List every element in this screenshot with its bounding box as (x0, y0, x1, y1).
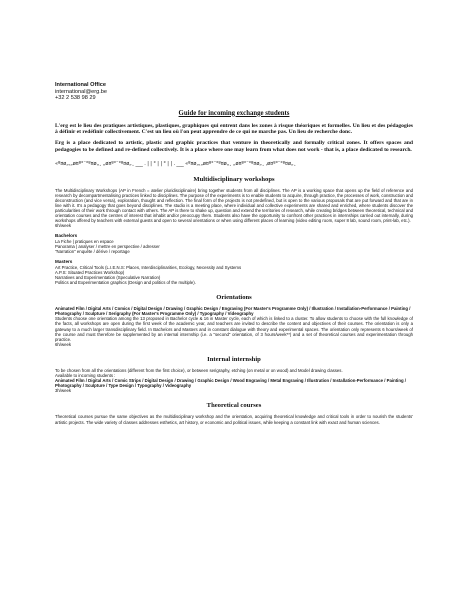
multidisciplinary-text: The Multidisciplinary Workshops (AP in French = atelier pluridisciplinaire) bring together students from all disciplines. The AP is a working space that opens up the field of reference and research by decompartmentalising practices linked to disciplines. The purpose of the experiments is to enable students to acquire, through practice, the processes of work, construction and deconstruction (and vice versa), exploration, thought and reflection. The final form of the projects is not predefined, but is open to the various proposals that are put forward and that are in line with it. It's a pedagogy that goes beyond disciplines. The studio is a meeting place, where individual and collective experiments are shared and enriched, where students discover the particularities of their work through contact with others. The AP is there to shake up, question and extend the territories of research, while creating bridges between theoretical, technical and orientation courses and the centres of interest that inhabit and/or preoccupy them. Students also have the opportunity to confront other practices in internships carried out internally, during workshops offered by teachers with external guests and open to several orientations or when using different places of learning (video editing room, super 8 lab, sound room, print-lab, etc.). (55, 187, 413, 224)
intro-french: L'erg est le lieu des pratiques artistiques, plastiques, graphiques qui entrent dans les zones à risque théoriques et formelles. Un lieu et des pédagogies à définir et redéfinir collectivement. C'est un lieu où l'on peut apprendre de ce qui ne marche pas. Un lieu de recherche donc. (55, 122, 413, 136)
list-item: Politics and Experimentation graphics (Design and politics of the multiple). (55, 280, 196, 286)
list-item: A.P.S: Situated Practices Workshop) (55, 269, 125, 275)
internship-text: To be chosen from all the orientations (different from the first choice), or between serigraphy, etching (on metal or on wood) and Model drawing classes. (55, 367, 343, 373)
bachelors-list (55, 239, 413, 254)
office-name: International Office (55, 82, 106, 88)
document-title: Guide for incoming exchange students (178, 109, 290, 117)
heading-multidisciplinary: Multidisciplinary workshops (193, 175, 275, 183)
list-item: Art Practice, Critical Tools (L.I.E.N.S: Places, Interdisciplinarities, Ecology, Necessity and Systems (55, 264, 242, 270)
intro-english: Erg is a place dedicated to artistic, plastic and graphic practices that venture in theoretically and formally critical zones. It offers spaces and pedagogies to be defined and re-defined collectively. It is a place where one may learn from what does not work - that is, a place dedicated to research. (55, 140, 413, 153)
list-item: "Narration" enquête / dérive / reportage (55, 249, 130, 255)
contact-email[interactable]: international@erg.be (55, 88, 108, 95)
orientations-hours: 6h/week (55, 341, 72, 347)
bachelors-label: Bachelors (55, 233, 78, 239)
heading-theoretical: Theoretical courses (206, 402, 262, 410)
internship-available: Available to incoming students : (55, 373, 116, 379)
contact-phone: +32 2 538 98 29 (55, 95, 96, 102)
internship-hours: 3h/week (55, 388, 72, 394)
decorative-glyph-line: «º¤ø„,„ø¤º°¨°º¤ø„¸ „ø¤º°¨°º¤ø„¸ ___ . | | ° | | ° | | . ___ «º¤ø„,„ø¤º°¨°º¤ø„¸ „ø¤º°¨°º¤ø„¸ ,ø¤º°¨°º¤ø„¸ (55, 160, 296, 167)
list-item: Narratives and Experimentation (Speculative Narration) (55, 275, 161, 280)
list-item: La Fiche | pratiques en espace (55, 238, 114, 244)
heading-orientations: Orientations (216, 294, 252, 302)
heading-internship: Internal internship (207, 355, 261, 363)
internship-list: Animated Film / Digital Arts / Comic Strips / Digital Design / Drawing / Graphic Design / Wood Engraving / Metal Engraving / Illustration / Installation-Performance / Painting / Photography / Sculpture / Type Design / Typography / Videography (55, 378, 406, 389)
orientations-text: Students choose one orientation among the 13 proposed in Bachelor cycle & 16 in Master cycle, each of which is linked to a cluster. To allow students to choose with the full knowledge of the facts, all workshops are open during the first week of the academic year, and teachers are invited to describe the content and objectives of their courses. The orientation is only a gateway to a much larger transdisciplinary field. In Bachelors and Masters and in constant dialogue with theory and experimental spaces. The orientation only represents 6 hours/week of the course and must therefore be supplemented by an internal internship (i.e. a "second" orientation, of 3 hours/week**) and a set of theoretical courses and experimentation through practice. (55, 316, 413, 342)
contact-block (55, 82, 413, 102)
masters-list (55, 265, 413, 285)
orientations-list: Animated Film / Digital Arts / Comics / Digital Design / Drawing / Graphic Design / Engraving (For Master's Programme Only) / Illustration / Installation-Performance / Painting / Photography / Sculpture / Serigraphy (For Master's Programme Only) / Typography / Videography (55, 306, 411, 317)
multidisciplinary-hours: 6h/week (55, 223, 72, 229)
masters-label: Masters (55, 259, 73, 265)
theoretical-text: Theoretical courses pursue the same objectives as the multidisciplinary workshop and the orientation, acquiring theoretical knowledge and critical tools in order to nourish the students' artistic projects. The wide variety of classes addresses esthetics, art history, or economic and political issues, while keeping a constant link with exact and human sciences. (55, 414, 413, 425)
list-item: Panorama | analyser / mettre en perspective / adresser (55, 244, 160, 250)
